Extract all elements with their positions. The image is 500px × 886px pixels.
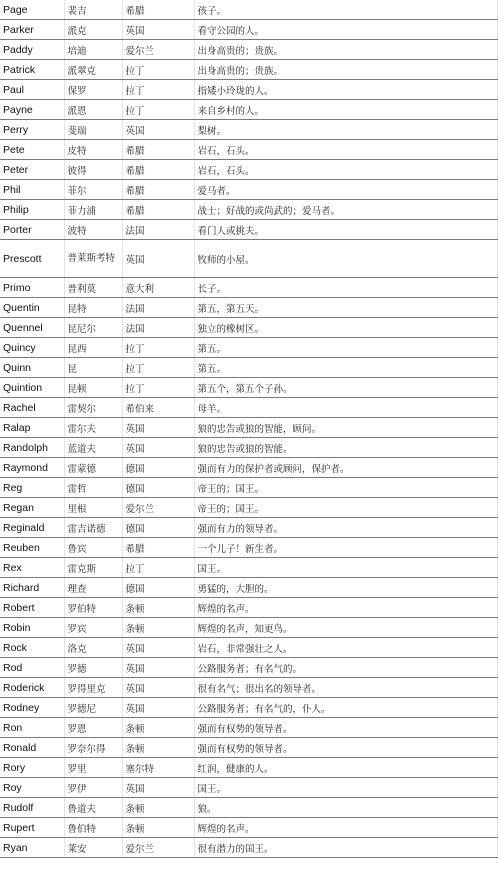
name-cell: Patrick <box>0 60 64 80</box>
origin-cell: 法国 <box>122 220 194 240</box>
origin-cell: 拉丁 <box>122 60 194 80</box>
chinese-cell: 普莱斯考特 <box>64 240 122 278</box>
chinese-cell: 昆特 <box>64 298 122 318</box>
table-row <box>0 318 497 338</box>
table-row <box>0 658 497 678</box>
chinese-cell: 鲁宾 <box>64 538 122 558</box>
origin-cell: 英国 <box>122 240 194 278</box>
chinese-cell: 皮特 <box>64 140 122 160</box>
name-cell: Paddy <box>0 40 64 60</box>
name-cell: Quentin <box>0 298 64 318</box>
chinese-cell: 雷哲 <box>64 478 122 498</box>
table-row <box>0 618 497 638</box>
chinese-cell: 雷契尔 <box>64 398 122 418</box>
name-cell: Ryan <box>0 838 64 858</box>
table-row <box>0 598 497 618</box>
table-row <box>0 60 497 80</box>
origin-cell: 希腊 <box>122 180 194 200</box>
table-row <box>0 438 497 458</box>
name-cell: Robert <box>0 598 64 618</box>
meaning-cell: 梨树。 <box>194 120 497 140</box>
meaning-cell: 看门人或挑夫。 <box>194 220 497 240</box>
meaning-cell: 很有潜力的国王。 <box>194 838 497 858</box>
chinese-cell: 罗德 <box>64 658 122 678</box>
chinese-cell: 昆 <box>64 358 122 378</box>
meaning-cell: 狼。 <box>194 798 497 818</box>
meaning-cell: 强而有力的保护者或顾问，保护者。 <box>194 458 497 478</box>
name-cell: Phil <box>0 180 64 200</box>
table-row <box>0 558 497 578</box>
table-row <box>0 80 497 100</box>
origin-cell: 条顿 <box>122 798 194 818</box>
meaning-cell: 第五。 <box>194 338 497 358</box>
origin-cell: 拉丁 <box>122 100 194 120</box>
table-row <box>0 40 497 60</box>
name-cell: Rex <box>0 558 64 578</box>
name-cell: Philip <box>0 200 64 220</box>
table-row <box>0 140 497 160</box>
chinese-cell: 菲力浦 <box>64 200 122 220</box>
chinese-cell: 莱安 <box>64 838 122 858</box>
name-cell: Ron <box>0 718 64 738</box>
name-cell: Porter <box>0 220 64 240</box>
chinese-cell: 菲尔 <box>64 180 122 200</box>
meaning-cell: 红润，健康的人。 <box>194 758 497 778</box>
origin-cell: 希腊 <box>122 200 194 220</box>
name-cell: Quincy <box>0 338 64 358</box>
chinese-cell: 鲁伯特 <box>64 818 122 838</box>
chinese-cell: 波特 <box>64 220 122 240</box>
table-row <box>0 160 497 180</box>
table-row <box>0 298 497 318</box>
meaning-cell: 母羊。 <box>194 398 497 418</box>
meaning-cell: 孩子。 <box>194 0 497 20</box>
origin-cell: 拉丁 <box>122 358 194 378</box>
chinese-cell: 派克 <box>64 20 122 40</box>
origin-cell: 德国 <box>122 578 194 598</box>
origin-cell: 英国 <box>122 778 194 798</box>
origin-cell: 法国 <box>122 318 194 338</box>
name-cell: Rock <box>0 638 64 658</box>
origin-cell: 拉丁 <box>122 378 194 398</box>
meaning-cell: 出身高贵的；贵族。 <box>194 40 497 60</box>
origin-cell: 爱尔兰 <box>122 838 194 858</box>
meaning-cell: 岩石，石头。 <box>194 140 497 160</box>
meaning-cell: 辉煌的名声。 <box>194 598 497 618</box>
table-row <box>0 278 497 298</box>
chinese-cell: 雷尔夫 <box>64 418 122 438</box>
name-cell: Richard <box>0 578 64 598</box>
chinese-cell: 鲁道夫 <box>64 798 122 818</box>
chinese-cell: 罗宾 <box>64 618 122 638</box>
name-cell: Ronald <box>0 738 64 758</box>
origin-cell: 英国 <box>122 120 194 140</box>
meaning-cell: 辉煌的名声，知更鸟。 <box>194 618 497 638</box>
origin-cell: 英国 <box>122 438 194 458</box>
chinese-cell: 蓝道夫 <box>64 438 122 458</box>
meaning-cell: 战士；好战的或尚武的；爱马者。 <box>194 200 497 220</box>
chinese-cell: 洛克 <box>64 638 122 658</box>
chinese-cell: 罗恩 <box>64 718 122 738</box>
chinese-cell: 里根 <box>64 498 122 518</box>
chinese-cell: 雷蒙德 <box>64 458 122 478</box>
name-cell: Paul <box>0 80 64 100</box>
name-cell: Prescott <box>0 240 64 278</box>
chinese-cell: 雷克斯 <box>64 558 122 578</box>
chinese-cell: 斐瑞 <box>64 120 122 140</box>
meaning-cell: 爱马者。 <box>194 180 497 200</box>
chinese-cell: 罗里 <box>64 758 122 778</box>
meaning-cell: 第五。 <box>194 358 497 378</box>
meaning-cell: 公路服务者；有名气的，仆人。 <box>194 698 497 718</box>
meaning-cell: 来自乡村的人。 <box>194 100 497 120</box>
meaning-cell: 强而有力的领导者。 <box>194 518 497 538</box>
name-cell: Rod <box>0 658 64 678</box>
chinese-cell: 派翠克 <box>64 60 122 80</box>
meaning-cell: 看守公园的人。 <box>194 20 497 40</box>
origin-cell: 条顿 <box>122 618 194 638</box>
origin-cell: 拉丁 <box>122 338 194 358</box>
origin-cell: 条顿 <box>122 718 194 738</box>
name-cell: Quintion <box>0 378 64 398</box>
table-row <box>0 718 497 738</box>
meaning-cell: 辉煌的名声。 <box>194 818 497 838</box>
name-cell: Randolph <box>0 438 64 458</box>
meaning-cell: 第五个，第五个子孙。 <box>194 378 497 398</box>
table-row <box>0 478 497 498</box>
origin-cell: 拉丁 <box>122 558 194 578</box>
origin-cell: 德国 <box>122 518 194 538</box>
origin-cell: 爱尔兰 <box>122 40 194 60</box>
origin-cell: 英国 <box>122 698 194 718</box>
table-row <box>0 180 497 200</box>
chinese-cell: 罗伯特 <box>64 598 122 618</box>
origin-cell: 英国 <box>122 658 194 678</box>
table-row <box>0 578 497 598</box>
table-row <box>0 818 497 838</box>
name-cell: Reginald <box>0 518 64 538</box>
table-row <box>0 778 497 798</box>
chinese-cell: 罗伊 <box>64 778 122 798</box>
chinese-cell: 昆顿 <box>64 378 122 398</box>
table-row <box>0 338 497 358</box>
table-row <box>0 358 497 378</box>
origin-cell: 希腊 <box>122 160 194 180</box>
chinese-cell: 雷吉诺德 <box>64 518 122 538</box>
table-row <box>0 678 497 698</box>
name-cell: Roderick <box>0 678 64 698</box>
meaning-cell: 岩石，非常强壮之人。 <box>194 638 497 658</box>
meaning-cell: 指矮小玲珑的人。 <box>194 80 497 100</box>
name-cell: Reuben <box>0 538 64 558</box>
origin-cell: 德国 <box>122 458 194 478</box>
table-row <box>0 398 497 418</box>
chinese-cell: 彼得 <box>64 160 122 180</box>
name-cell: Robin <box>0 618 64 638</box>
origin-cell: 拉丁 <box>122 80 194 100</box>
name-cell: Payne <box>0 100 64 120</box>
origin-cell: 英国 <box>122 20 194 40</box>
meaning-cell: 岩石，石头。 <box>194 160 497 180</box>
origin-cell: 塞尔特 <box>122 758 194 778</box>
name-cell: Raymond <box>0 458 64 478</box>
origin-cell: 希腊 <box>122 538 194 558</box>
table-row <box>0 20 497 40</box>
chinese-cell: 培迪 <box>64 40 122 60</box>
name-cell: Roy <box>0 778 64 798</box>
table-row <box>0 0 497 20</box>
chinese-cell: 昆尼尔 <box>64 318 122 338</box>
origin-cell: 希腊 <box>122 0 194 20</box>
table-row <box>0 798 497 818</box>
meaning-cell: 长子。 <box>194 278 497 298</box>
table-row <box>0 240 497 278</box>
chinese-cell: 普利莫 <box>64 278 122 298</box>
chinese-cell: 罗德尼 <box>64 698 122 718</box>
chinese-cell: 罗奈尔得 <box>64 738 122 758</box>
table-row <box>0 538 497 558</box>
origin-cell: 德国 <box>122 478 194 498</box>
table-row <box>0 418 497 438</box>
chinese-cell: 派恩 <box>64 100 122 120</box>
meaning-cell: 国王。 <box>194 558 497 578</box>
meaning-cell: 第五，第五天。 <box>194 298 497 318</box>
origin-cell: 条顿 <box>122 818 194 838</box>
origin-cell: 希伯来 <box>122 398 194 418</box>
name-cell: Quinn <box>0 358 64 378</box>
table-row <box>0 200 497 220</box>
chinese-cell: 昆西 <box>64 338 122 358</box>
meaning-cell: 勇猛的，大胆的。 <box>194 578 497 598</box>
table-row <box>0 220 497 240</box>
meaning-cell: 强而有权势的领导者。 <box>194 738 497 758</box>
table-row <box>0 738 497 758</box>
meaning-cell: 国王。 <box>194 778 497 798</box>
meaning-cell: 一个儿子！新生者。 <box>194 538 497 558</box>
name-cell: Page <box>0 0 64 20</box>
name-cell: Peter <box>0 160 64 180</box>
origin-cell: 法国 <box>122 298 194 318</box>
meaning-cell: 强而有权势的领导者。 <box>194 718 497 738</box>
chinese-cell: 裴吉 <box>64 0 122 20</box>
name-cell: Rachel <box>0 398 64 418</box>
origin-cell: 条顿 <box>122 598 194 618</box>
name-cell: Primo <box>0 278 64 298</box>
name-cell: Rupert <box>0 818 64 838</box>
name-cell: Pete <box>0 140 64 160</box>
name-cell: Quennel <box>0 318 64 338</box>
name-cell: Reg <box>0 478 64 498</box>
origin-cell: 希腊 <box>122 140 194 160</box>
table-row <box>0 758 497 778</box>
chinese-cell: 保罗 <box>64 80 122 100</box>
meaning-cell: 牧师的小屋。 <box>194 240 497 278</box>
name-cell: Rory <box>0 758 64 778</box>
meaning-cell: 出身高贵的；贵族。 <box>194 60 497 80</box>
origin-cell: 爱尔兰 <box>122 498 194 518</box>
name-cell: Regan <box>0 498 64 518</box>
chinese-cell: 罗得里克 <box>64 678 122 698</box>
origin-cell: 英国 <box>122 638 194 658</box>
table-row <box>0 518 497 538</box>
meaning-cell: 狼的忠告或狼的智能。 <box>194 438 497 458</box>
origin-cell: 英国 <box>122 418 194 438</box>
origin-cell: 英国 <box>122 678 194 698</box>
origin-cell: 意大利 <box>122 278 194 298</box>
table-row <box>0 838 497 858</box>
table-row <box>0 458 497 478</box>
chinese-cell: 理查 <box>64 578 122 598</box>
name-cell: Rudolf <box>0 798 64 818</box>
table-row <box>0 378 497 398</box>
meaning-cell: 帝王的；国王。 <box>194 498 497 518</box>
meaning-cell: 帝王的；国王。 <box>194 478 497 498</box>
table-row <box>0 498 497 518</box>
meaning-cell: 独立的橡树区。 <box>194 318 497 338</box>
table-row <box>0 638 497 658</box>
meaning-cell: 很有名气；很出名的领导者。 <box>194 678 497 698</box>
name-cell: Ralap <box>0 418 64 438</box>
name-cell: Rodney <box>0 698 64 718</box>
name-cell: Perry <box>0 120 64 140</box>
table-row <box>0 698 497 718</box>
origin-cell: 条顿 <box>122 738 194 758</box>
meaning-cell: 狼的忠告或狼的智能，顾问。 <box>194 418 497 438</box>
meaning-cell: 公路服务者；有名气的。 <box>194 658 497 678</box>
table-row <box>0 120 497 140</box>
name-cell: Parker <box>0 20 64 40</box>
table-row <box>0 100 497 120</box>
